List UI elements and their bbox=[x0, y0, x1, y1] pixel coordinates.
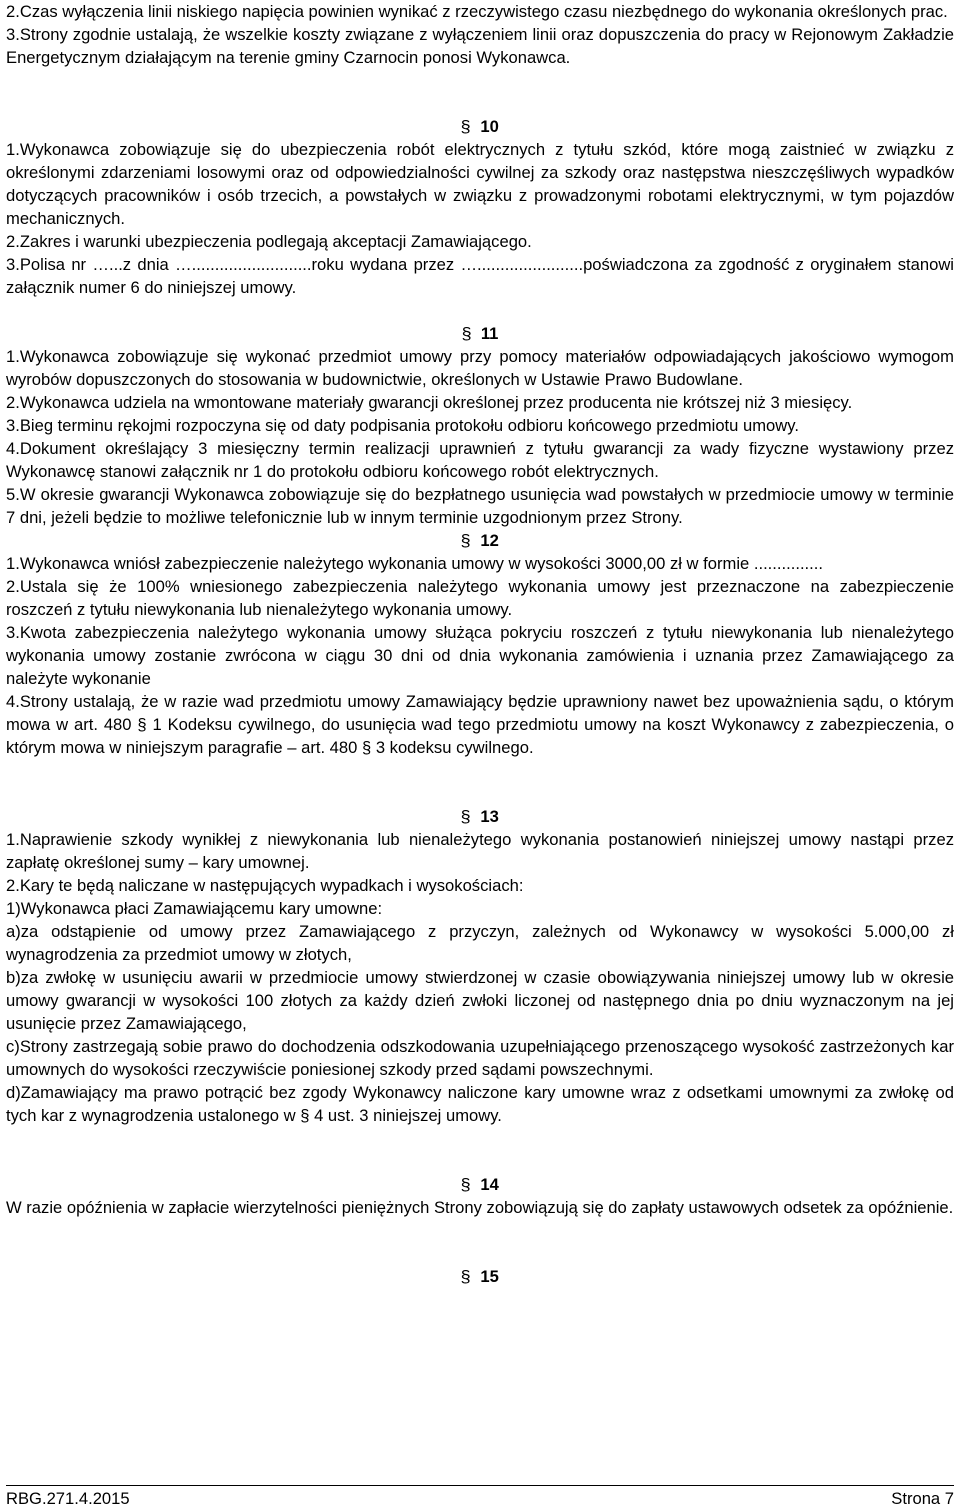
page-number: Strona 7 bbox=[891, 1489, 954, 1508]
section-sign-icon: § bbox=[460, 1175, 471, 1194]
section-heading-11: § 11 bbox=[461, 324, 499, 343]
section-sign-icon: § bbox=[460, 1267, 471, 1286]
section-sign-icon: § bbox=[460, 117, 471, 136]
section-14-paragraph-1: W razie opóźnienia w zapłacie wierzytelności pieniężnych Strony zobowiązują się do zapłaty ustawowych odsetek za opóźnienie. bbox=[6, 1198, 954, 1217]
section-12-paragraph-2: 2.Ustala się że 100% wniesionego zabezpieczenia należytego wykonania umowy jest przeznaczone na zabezpieczenie roszczeń z tytułu niewykonania lub nienależytego wykonania umowy. bbox=[6, 577, 954, 619]
section-sign-icon: § bbox=[461, 324, 472, 343]
intro-paragraph-3: 3.Strony zgodnie ustalają, że wszelkie koszty związane z wyłączeniem linii oraz dopuszczenia do pracy w Rejonowym Zakładzie Energetycznym działającym na terenie gminy Czarnocin ponosi Wykonawca. bbox=[6, 25, 954, 67]
section-13-paragraph-7: d)Zamawiający ma prawo potrącić bez zgody Wykonawcy naliczone kary umowne wraz z odsetkami umownymi za zwłokę od tych kar z wynagrodzenia ustalonego w § 4 ust. 3 niniejszej umowy. bbox=[6, 1083, 954, 1125]
section-sign-icon: § bbox=[460, 807, 471, 826]
section-10-paragraph-2: 2.Zakres i warunki ubezpieczenia podlegają akceptacji Zamawiającego. bbox=[6, 232, 532, 251]
section-13-paragraph-6: c)Strony zastrzegają sobie prawo do dochodzenia odszkodowania uzupełniającego przenoszącego wysokość zastrzeżonych kar umownych do wysokości rzeczywiście poniesionej szkody przed sądami powszechnymi. bbox=[6, 1037, 954, 1079]
section-13-paragraph-2: 2.Kary te będą naliczane w następujących wypadkach i wysokościach: bbox=[6, 876, 524, 895]
section-10-paragraph-1: 1.Wykonawca zobowiązuje się do ubezpieczenia robót elektrycznych z tytułu szkód, które mogą zaistnieć w związku z określonymi zdarzeniami losowymi oraz od odpowiedzialności cywilnej za szkody oraz następstwa nieszczęśliwych wypadków dotyczących pracowników i osób trzecich, a powstałych w związku z prowadzonymi robotami elektrycznymi, w tym pojazdów mechanicznych. bbox=[6, 140, 954, 228]
section-13-paragraph-3: 1)Wykonawca płaci Zamawiającemu kary umowne: bbox=[6, 899, 383, 918]
section-11-paragraph-3: 3.Bieg terminu rękojmi rozpoczyna się od daty podpisania protokołu odbioru końcowego przedmiotu umowy. bbox=[6, 416, 799, 435]
section-heading-10: § 10 bbox=[460, 117, 499, 136]
section-heading-13: § 13 bbox=[460, 807, 499, 826]
intro-paragraph-2: 2.Czas wyłączenia linii niskiego napięcia powinien wynikać z rzeczywistego czasu niezbędnego do wykonania określonych prac. bbox=[6, 2, 948, 21]
document-body bbox=[6, 0, 954, 1288]
section-heading-14: § 14 bbox=[460, 1175, 499, 1194]
section-13-paragraph-4: a)za odstąpienie od umowy przez Zamawiającego z przyczyn, zależnych od Wykonawcy w wysokości 5.000,00 zł wynagrodzenia za przedmiot umowy w złotych, bbox=[6, 922, 954, 964]
section-11-paragraph-5: 5.W okresie gwarancji Wykonawca zobowiązuje się do bezpłatnego usunięcia wad powstałych w przedmiocie umowy w terminie 7 dni, jeżeli będzie to możliwe telefonicznie lub w innym terminie uzgodnionym przez Strony. bbox=[6, 485, 954, 527]
section-11-paragraph-4: 4.Dokument określający 3 miesięczny termin realizacji uprawnień z tytułu gwarancji za wady fizyczne wystawiony przez Wykonawcę stanowi załącznik nr 1 do protokołu odbioru końcowego robót elektrycznych. bbox=[6, 439, 954, 481]
section-10-paragraph-3: 3.Polisa nr …...z dnia …..........................roku wydana przez ….......................poświadczona za zgodność z oryginałem stanowi załącznik numer 6 do niniejszej umowy. bbox=[6, 255, 954, 297]
section-11-paragraph-2: 2.Wykonawca udziela na wmontowane materiały gwarancji określonej przez producenta nie krótszej niż 3 miesięcy. bbox=[6, 393, 853, 412]
section-13-paragraph-5: b)za zwłokę w usunięciu awarii w przedmiocie umowy stwierdzonej w czasie obowiązywania niniejszej umowy lub w okresie umowy gwarancji w wysokości 100 złotych za każdy dzień zwłoki liczonej od następnego dnia po dniu wyznaczonym na jej usunięcie przez Zamawiającego, bbox=[6, 968, 954, 1033]
section-11-paragraph-1: 1.Wykonawca zobowiązuje się wykonać przedmiot umowy przy pomocy materiałów odpowiadających jakościowo wymogom wyrobów dopuszczonych do stosowania w budownictwie, określonych w Ustawie Prawo Budowlane. bbox=[6, 347, 954, 389]
section-12-paragraph-4: 4.Strony ustalają, że w razie wad przedmiotu umowy Zamawiający będzie uprawniony nawet bez upoważnienia sądu, o którym mowa w art. 480 § 1 Kodeksu cywilnego, do usunięcia wad tego przedmiotu umowy na koszt Wykonawcy z zabezpieczenia, o którym mowa w niniejszym paragrafie – art. 480 § 3 kodeksu cywilnego. bbox=[6, 692, 954, 757]
section-sign-icon: § bbox=[460, 531, 471, 550]
section-12-paragraph-3: 3.Kwota zabezpieczenia należytego wykonania umowy służąca pokryciu roszczeń z tytułu niewykonania lub nienależytego wykonania umowy zostanie zwrócona w ciągu 30 dni od dnia wykonania zamówienia i uznania przez Zamawiającego za należyte wykonanie bbox=[6, 623, 954, 688]
section-12-paragraph-1: 1.Wykonawca wniósł zabezpieczenie należytego wykonania umowy w wysokości 3000,00 zł w formie ............... bbox=[6, 554, 823, 573]
document-reference: RBG.271.4.2015 bbox=[6, 1489, 130, 1508]
section-heading-12: § 12 bbox=[460, 531, 499, 550]
section-13-paragraph-1: 1.Naprawienie szkody wynikłej z niewykonania lub nienależytego wykonania postanowień niniejszej umowy nastąpi przez zapłatę określonej sumy – kary umownej. bbox=[6, 830, 954, 872]
page-footer bbox=[6, 1485, 954, 1510]
section-heading-15: § 15 bbox=[460, 1267, 499, 1286]
